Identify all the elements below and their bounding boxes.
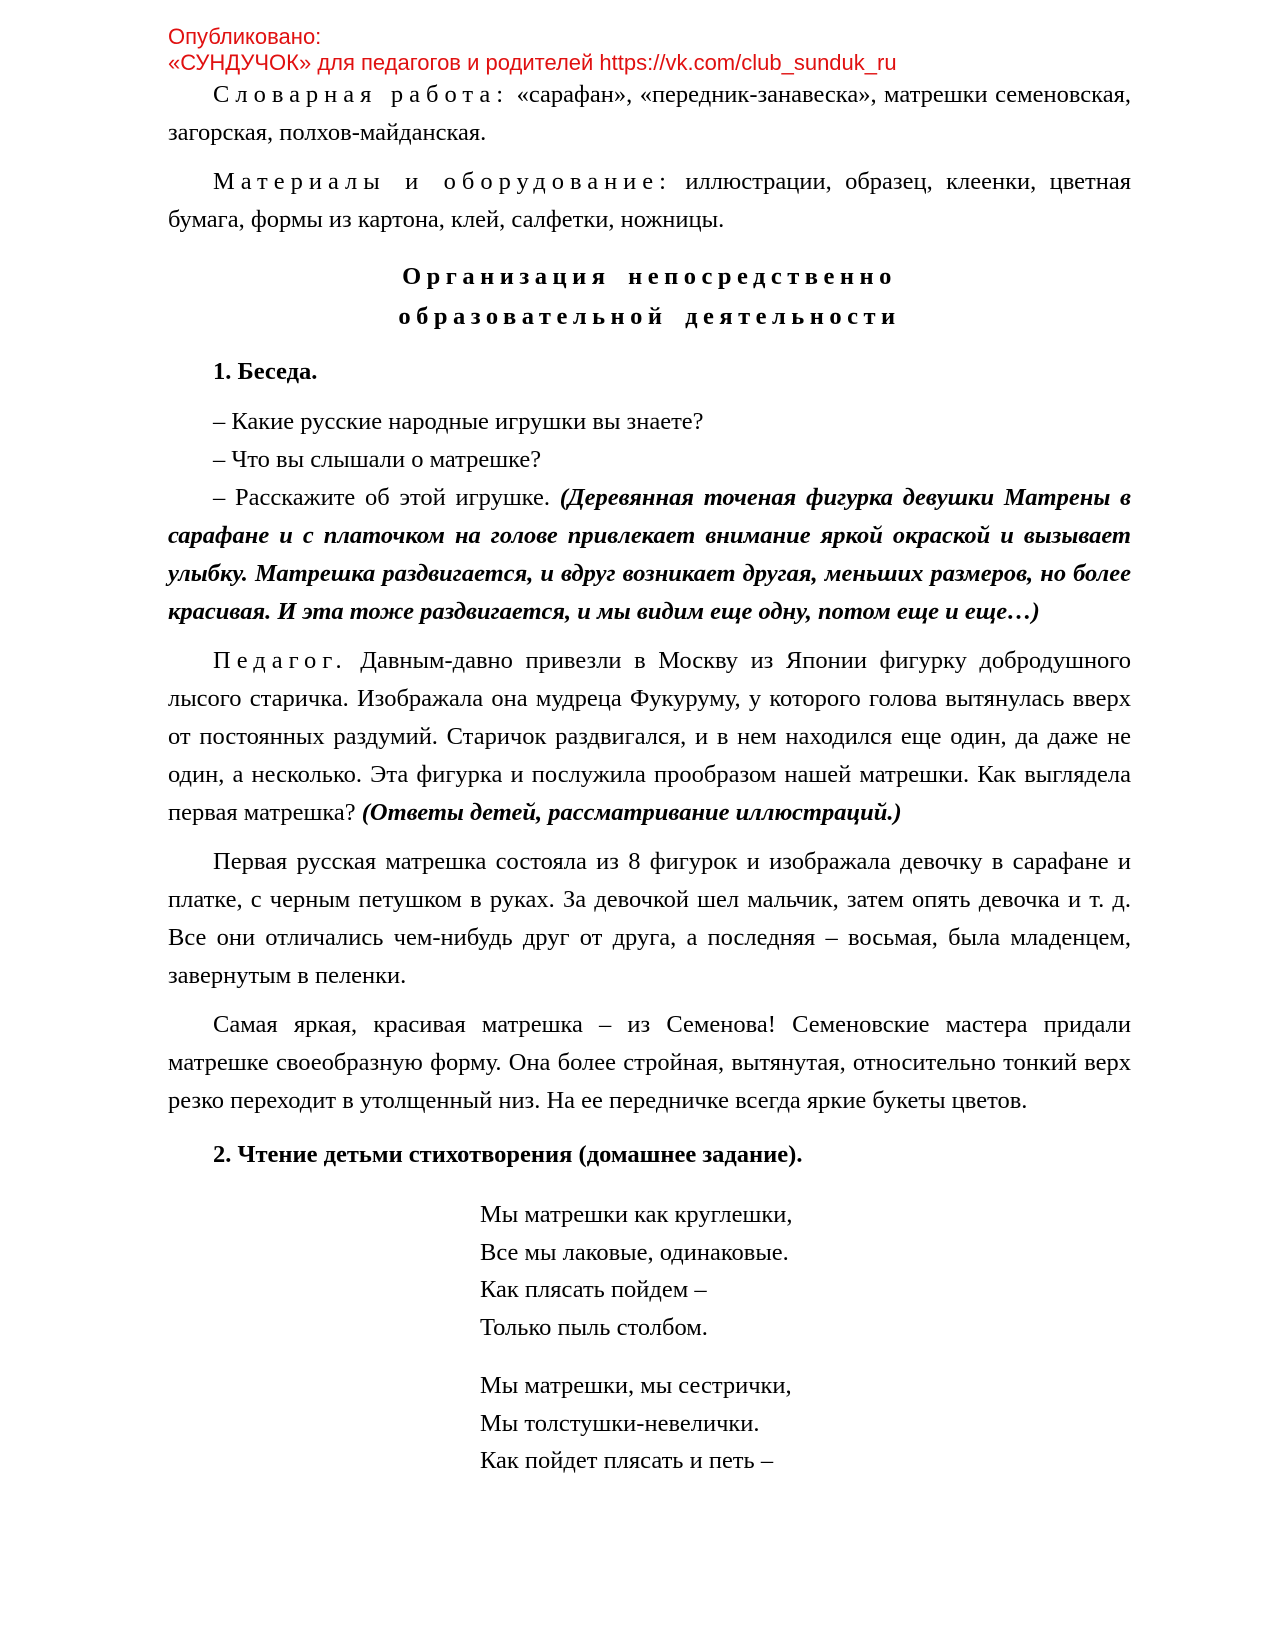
poem-line: Мы матрешки как круглешки, [480,1201,793,1228]
published-label: Опубликовано: [168,24,322,49]
question-line-1: – Какие русские народные игрушки вы знаете? [213,408,704,435]
pedagog-paragraph [168,642,1131,832]
poem-line: Мы матрешки, мы сестрички, [480,1372,792,1399]
poem-line: Как пойдет плясать и петь – [480,1447,774,1474]
pedagog-note: (Ответы детей, рассматривание иллюстраций.) [361,799,902,826]
question-line-2: – Что вы слышали о матрешке? [213,446,542,473]
vocab-text: «сарафан», «передник-занавеска», матрешки семеновская, загорская, полхов-майданская. [168,81,1131,146]
poem-line: Как плясать пойдем – [480,1276,707,1303]
semenov-paragraph: Самая яркая, красивая матрешка – из Семенова! Семеновские мастера придали матрешке своеобразную форму. Она более стройная, вытянутая, относительно тонкий верх резко переходит в утолщенный низ. На ее передничке всегда яркие букеты цветов. [168,1011,1131,1114]
materials-text: иллюстрации, образец, клеенки, цветная бумага, формы из картона, клей, салфетки, ножницы. [168,168,1131,233]
main-heading-line2: образовательной деятельности [398,303,901,330]
materials-paragraph [168,163,1131,239]
question3-note: (Деревянная точеная фигурка девушки Матрены в сарафане и с платочком на голове привлекает внимание яркой окраской и вызывает улыбку. Матрешка раздвигается, и вдруг возникает другая, меньших размеров, но более красивая. И эта тоже раздвигается, и мы видим еще одну, потом еще и еще…) [168,484,1132,625]
first-matryoshka-paragraph: Первая русская матрешка состояла из 8 фигурок и изображала девочку в сарафане и платке, с черным петушком в руках. За девочкой шел мальчик, затем опять девочка и т. д. Все они отличались чем-нибудь друг от друга, а последняя – восьмая, была младенцем, завернутым в пеленки. [168,848,1131,989]
main-heading-line1: Организация непосредственно [402,263,897,290]
question3-text: – Расскажите об этой игрушке. [213,484,550,511]
materials-lead: Материалы и оборудование: [213,168,672,195]
pedagog-text: Давным-давно привезли в Москву из Японии фигурку добродушного лысого старичка. Изображала она мудреца Фукуруму, у которого голова вытянулась вверх от постоянных раздумий. Старичок раздвигался, и в нем находился еще один, да даже не один, а несколько. Эта фигурка и послужила прообразом нашей матрешки. Как выглядела первая матрешка? [168,647,1131,826]
poem-line: Только пыль столбом. [480,1313,708,1341]
section1-title: 1. Беседа. [213,358,318,385]
vocab-lead: Словарная работа: [213,81,510,108]
poem-stanza-1 [480,1196,1131,1346]
section2-title: 2. Чтение детьми стихотворения (домашнее задание). [213,1141,803,1168]
poem-line: Все мы лаковые, одинаковые. [480,1238,789,1266]
publisher-header [168,24,1131,76]
publisher-source-line: «СУНДУЧОК» для педагогов и родителей https://vk.com/club_sunduk_ru [168,50,897,75]
pedagog-lead: Педагог. [213,647,348,674]
question3-paragraph [168,479,1131,631]
poem-stanza-2 [480,1367,1131,1480]
main-heading [168,257,1131,337]
poem [480,1196,1131,1480]
poem-line: Мы толстушки-невелички. [480,1409,760,1437]
vocab-paragraph [168,76,1131,152]
